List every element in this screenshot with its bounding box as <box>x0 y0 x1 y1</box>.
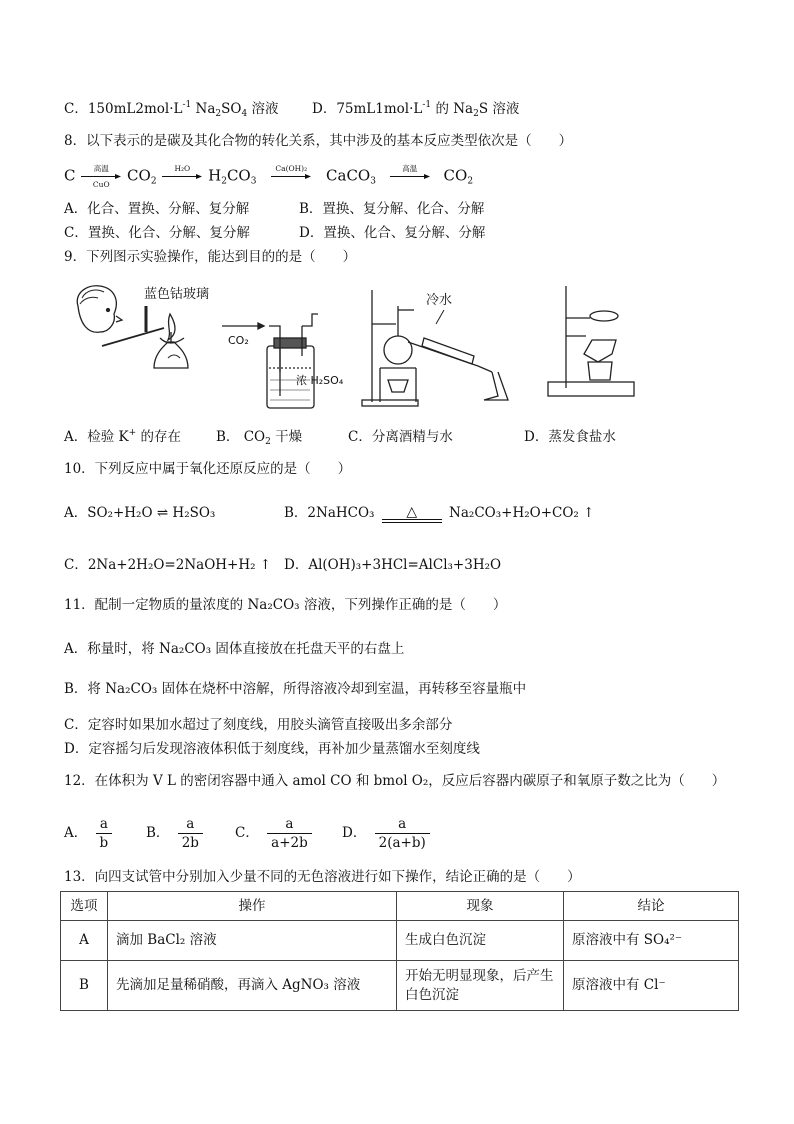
q11-option-c: C．定容时如果加水超过了刻度线，用胶头滴管直接吸出多余部分 <box>64 717 453 733</box>
q8-stem: 8．以下表示的是碳及其化合物的转化关系，其中涉及的基本反应类型依次是（ ） <box>64 133 573 149</box>
q10-option-c: C．2Na+2H₂O=2NaOH+H₂ ↑ <box>64 557 272 573</box>
q9-option-c: C．分离酒精与水 <box>348 429 453 445</box>
cobalt-glass-label: 蓝色钴玻璃 <box>144 287 210 302</box>
q12-option-b: B． $\frac{a}{2b}$ <box>146 815 207 852</box>
arrow-1: 高温 CuO <box>81 164 121 189</box>
q12-option-a: A． $\frac{a}{b}$ <box>64 815 116 852</box>
q10-stem: 10．下列反应中属于氧化还原反应的是（ ） <box>64 461 352 477</box>
fraction: $\frac{a}{a+2b}$ <box>267 815 312 852</box>
q11-option-d: D．定容摇匀后发现溶液体积低于刻度线，再补加少量蒸馏水至刻度线 <box>64 741 480 757</box>
evaporation-apparatus <box>548 286 634 396</box>
table-row: B 先滴加足量稀硝酸，再滴入 AgNO₃ 溶液 开始无明显现象，后产生白色沉淀 原溶液中有 Cl⁻ <box>61 961 739 1011</box>
q9-stem: 9．下列图示实验操作，能达到目的的是（ ） <box>64 249 357 265</box>
q12-option-c: C． $\frac{a}{a+2b}$ <box>235 815 316 852</box>
q10-option-b: B．2NaHCO₃ △ Na₂CO₃+H₂O+CO₂ ↑ <box>284 503 595 521</box>
q8-option-a: A．化合、置换、分解、复分解 <box>64 201 250 217</box>
q13-table <box>60 891 739 1011</box>
co2-label: CO₂ <box>228 334 249 347</box>
q13-stem: 13．向四支试管中分别加入少量不同的无色溶液进行如下操作，结论正确的是（ ） <box>64 869 581 885</box>
table-header-row: 选项 操作 现象 结论 <box>61 892 739 921</box>
q11-option-a: A．称量时，将 Na₂CO₃ 固体直接放在托盘天平的右盘上 <box>64 641 405 657</box>
table-row: A 滴加 BaCl₂ 溶液 生成白色沉淀 原溶液中有 SO₄²⁻ <box>61 921 739 961</box>
q12-stem: 12．在体积为 V L 的密闭容器中通入 amol CO 和 bmol O₂，反应后容器内碳原子和氧原子数之比为（ ） <box>64 773 726 789</box>
q9-option-a: A．检验 K+ 的存在 <box>64 428 181 445</box>
fraction: $\frac{a}{b}$ <box>96 815 113 852</box>
h2so4-label: 浓 H₂SO₄ <box>296 374 344 387</box>
q11-stem: 11．配制一定物质的量浓度的 Na₂CO₃ 溶液，下列操作正确的是（ ） <box>64 597 507 613</box>
arrow-3: Ca(OH)₂ <box>262 164 320 189</box>
q9-option-b: B． $CO_2$ 干燥 <box>216 429 303 447</box>
q8-option-c: C．置换、化合、分解、复分解 <box>64 225 250 241</box>
q8-option-b: B．置换、复分解、化合、分解 <box>299 201 485 217</box>
q9-option-d: D．蒸发食盐水 <box>524 429 616 445</box>
q9-apparatus-figure <box>64 276 664 412</box>
q8-conversion-chain: C 高温 CuO $CO_2$ H₂O $H_2CO_3$ Ca(OH)₂ CaCO$_3$ 高温 $CO_2$ <box>64 164 474 189</box>
q8-option-d: D．置换、化合、复分解、分解 <box>299 225 486 241</box>
heat-symbol: △ <box>406 503 418 520</box>
arrow-2: H₂O <box>162 164 202 189</box>
q10-option-a: A．SO₂+H₂O ⇌ H₂SO₃ <box>64 505 216 521</box>
fraction: $\frac{a}{2(a+b)}$ <box>375 815 430 852</box>
prev-option-c: C．$150mL2mol\cdot L^{-1}$ $Na_2SO_4$ 溶液 <box>64 100 279 119</box>
q12-option-d: D． $\frac{a}{2(a+b)}$ <box>342 815 434 852</box>
fraction: $\frac{a}{2b}$ <box>178 815 203 852</box>
q11-option-b: B．将 Na₂CO₃ 固体在烧杯中溶解，所得溶液冷却到室温，再转移至容量瓶中 <box>64 681 527 697</box>
cold-water-label: 冷水 <box>426 293 453 308</box>
gas-washing-bottle <box>222 314 318 408</box>
prev-option-d: D．$75mL1mol\cdot L^{-1}$ 的 $Na_2S$ 溶液 <box>312 100 520 119</box>
q10-option-d: D．Al(OH)₃+3HCl=AlCl₃+3H₂O <box>284 557 502 573</box>
arrow-4: 高温 <box>382 164 438 189</box>
